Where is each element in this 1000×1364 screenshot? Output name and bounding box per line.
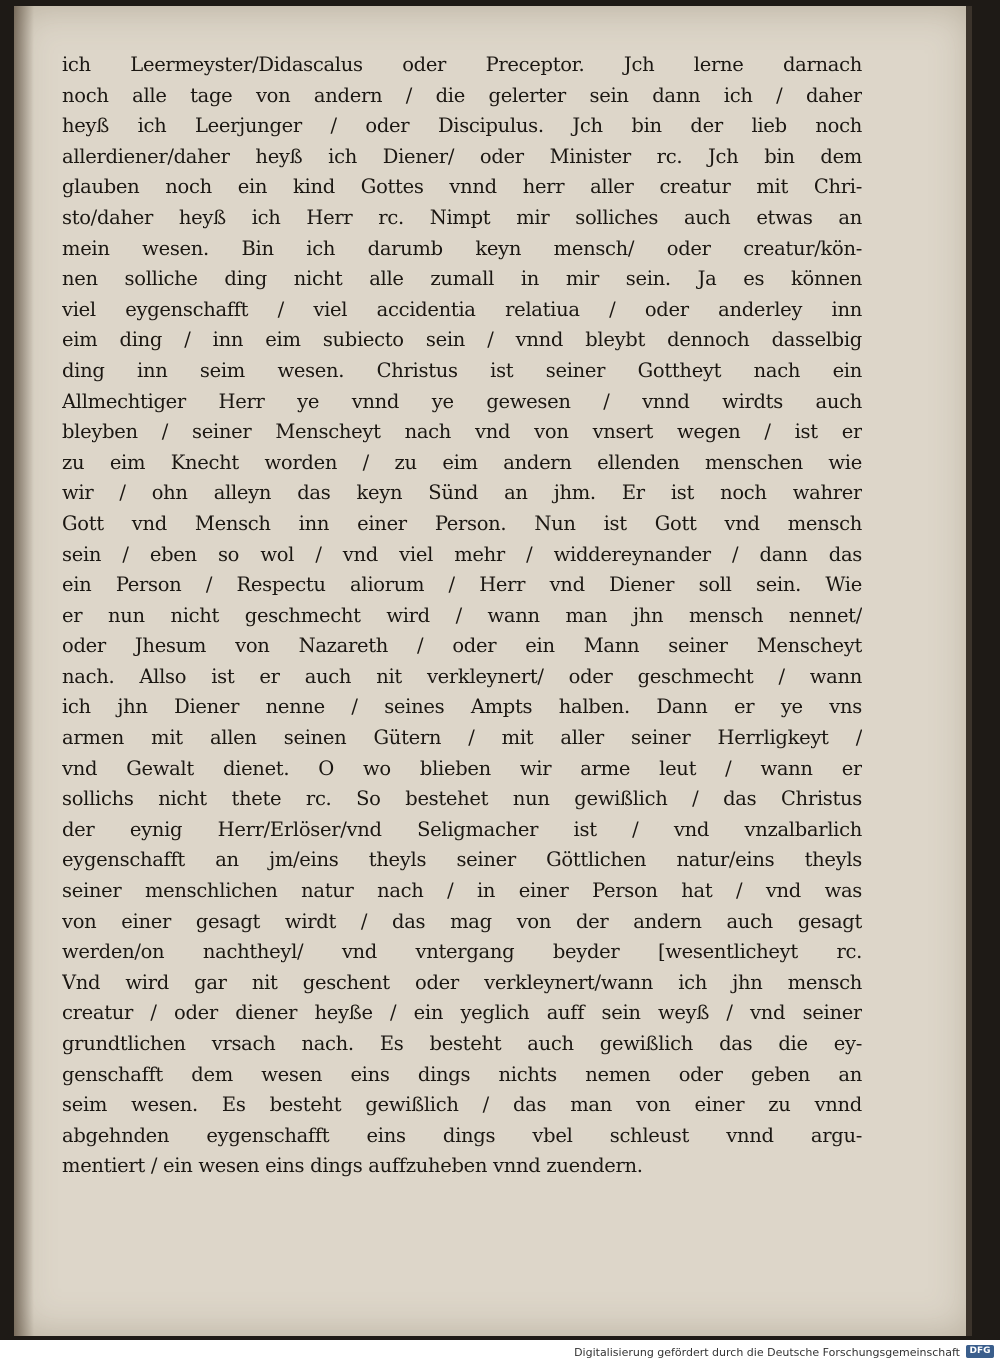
dfg-logo-icon: DFG xyxy=(966,1345,994,1358)
text-line: sto/daher heyß ich Herr rc. Nimpt mir solliches auch etwas an xyxy=(62,205,862,229)
page-gutter-shadow xyxy=(14,6,34,1336)
text-line: oder Jhesum von Nazareth / oder ein Mann seiner Menscheyt xyxy=(62,634,862,658)
text-line: ding inn seim wesen. Christus ist seiner Gottheyt nach ein xyxy=(62,358,862,382)
text-line: glauben noch ein kind Gottes vnnd herr aller creatur mit Chri- xyxy=(62,175,862,199)
text-line: grundtlichen vrsach nach. Es besteht auch gewißlich das die ey- xyxy=(62,1032,862,1055)
text-line: nach. Allso ist er auch nit verkleynert/ oder geschmecht / wann xyxy=(62,664,862,688)
text-line: armen mit allen seinen Gütern / mit aller seiner Herrligkeyt / xyxy=(62,726,862,750)
page-edge xyxy=(966,6,972,1336)
text-line: viel eygenschafft / viel accidentia relatiua / oder anderley inn xyxy=(62,297,862,321)
text-line: ich jhn Diener nenne / seines Ampts halben. Dann er ye vns xyxy=(62,695,862,719)
text-line: seiner menschlichen natur nach / in einer Person hat / vnd was xyxy=(62,879,862,903)
text-line: vnd Gewalt dienet. O wo blieben wir arme leut / wann er xyxy=(62,756,862,780)
book-page xyxy=(14,6,972,1336)
text-line: nen solliche ding nicht alle zumall in mir sein. Ja es können xyxy=(62,267,862,291)
text-line: noch alle tage von andern / die gelerter sein dann ich / daher xyxy=(62,83,862,107)
digitization-credit: Digitalisierung gefördert durch die Deutsche Forschungsgemeinschaft xyxy=(574,1346,960,1359)
text-line: Gott vnd Mensch inn einer Person. Nun ist Gott vnd mensch xyxy=(62,511,862,535)
text-line: bleyben / seiner Menscheyt nach vnd von vnsert wegen / ist er xyxy=(62,420,862,444)
text-line: eim ding / inn eim subiecto sein / vnnd bleybt dennoch dasselbig xyxy=(62,328,862,352)
text-line: ein Person / Respectu aliorum / Herr vnd Diener soll sein. Wie xyxy=(62,573,862,597)
text-line: mein wesen. Bin ich darumb keyn mensch/ oder creatur/kön- xyxy=(62,236,862,260)
text-line: heyß ich Leerjunger / oder Discipulus. Jch bin der lieb noch xyxy=(62,114,862,138)
text-line: allerdiener/daher heyß ich Diener/ oder Minister rc. Jch bin dem xyxy=(62,144,862,168)
text-line: abgehnden eygenschafft eins dings vbel schleust vnnd argu- xyxy=(62,1123,862,1147)
text-line: werden/on nachtheyl/ vnd vntergang beyder [wesentlicheyt rc. xyxy=(62,940,862,964)
text-line: von einer gesagt wirdt / das mag von der andern auch gesagt xyxy=(62,909,862,933)
text-line: Vnd wird gar nit geschent oder verkleynert/wann ich jhn mensch xyxy=(62,970,862,994)
text-line: genschafft dem wesen eins dings nichts nemen oder geben an xyxy=(62,1062,862,1086)
footer-bar xyxy=(0,1340,1000,1364)
text-line: er nun nicht geschmecht wird / wann man jhn mensch nennet/ xyxy=(62,603,862,627)
text-line: sollichs nicht thete rc. So bestehet nun gewißlich / das Christus xyxy=(62,787,862,811)
text-line: eygenschafft an jm/eins theyls seiner Göttlichen natur/eins theyls xyxy=(62,848,862,872)
text-line: sein / eben so wol / vnd viel mehr / widdereynander / dann das xyxy=(62,542,862,566)
text-line: ich Leermeyster/Didascalus oder Preceptor. Jch lerne darnach xyxy=(62,53,862,76)
text-line: seim wesen. Es besteht gewißlich / das man von einer zu vnnd xyxy=(62,1093,862,1117)
page-text-block xyxy=(62,50,862,1182)
text-line: Allmechtiger Herr ye vnnd ye gewesen / vnnd wirdts auch xyxy=(62,389,862,413)
text-line: wir / ohn alleyn das keyn Sünd an jhm. Er ist noch wahrer xyxy=(62,481,862,505)
text-line: der eynig Herr/Erlöser/vnd Seligmacher ist / vnd vnzalbarlich xyxy=(62,817,862,841)
text-line: mentiert / ein wesen eins dings auffzuheben vnnd zuendern. xyxy=(62,1154,643,1178)
text-line: zu eim Knecht worden / zu eim andern ellenden menschen wie xyxy=(62,450,862,474)
text-line: creatur / oder diener heyße / ein yeglich auff sein weyß / vnd seiner xyxy=(62,1001,862,1025)
